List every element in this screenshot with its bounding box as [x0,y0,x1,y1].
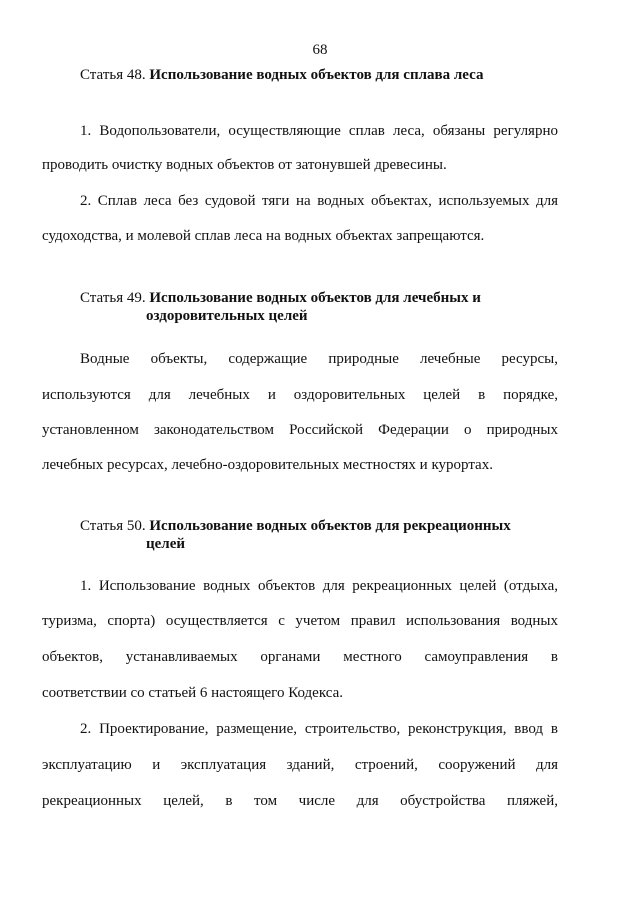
art50-para1-line1: 1. Использование водных объектов для рекреационных целей (отдыха, [80,578,558,594]
art50-para1-line3: объектов, устанавливаемых органами местного самоуправления в [42,649,558,665]
art50-para1-line4: соответствии со статьей 6 настоящего Кодекса. [42,685,343,701]
article-48-number: Статья 48. [80,67,146,83]
article-50-number: Статья 50. [80,518,146,534]
article-49-title-line1: Использование водных объектов для лечебных и [149,290,481,306]
art49-para1-line4: лечебных ресурсах, лечебно-оздоровительных местностях и курортах. [42,457,493,473]
article-49-number: Статья 49. [80,290,146,306]
art49-para1-line1: Водные объекты, содержащие природные лечебные ресурсы, [80,351,558,367]
art49-para1-line3: установленном законодательством Российской Федерации о природных [42,422,558,438]
article-48-heading [80,66,483,84]
article-49-title-line2: оздоровительных целей [146,308,308,324]
art50-para2-line2: эксплуатацию и эксплуатация зданий, строений, сооружений для [42,757,558,773]
art50-para2-line3: рекреационных целей, в том числе для обустройства пляжей, [42,793,558,809]
article-50-title-line2: целей [146,536,186,552]
art50-para1-line2: туризма, спорта) осуществляется с учетом правил использования водных [42,613,558,629]
article-50-title-line1: Использование водных объектов для рекреационных [149,518,511,534]
page-number: 68 [312,42,328,58]
article-48-title: Использование водных объектов для сплава леса [149,67,484,83]
article-49-heading [80,289,481,325]
art50-para2-line1: 2. Проектирование, размещение, строительство, реконструкция, ввод в [80,721,558,737]
article-50-heading [80,517,511,553]
art48-para2-line2: судоходства, и молевой сплав леса на водных объектах запрещаются. [42,228,485,244]
art48-para1-line1: 1. Водопользователи, осуществляющие сплав леса, обязаны регулярно [80,123,558,139]
art49-para1-line2: используются для лечебных и оздоровительных целей в порядке, [42,387,558,403]
art48-para1-line2: проводить очистку водных объектов от затонувшей древесины. [42,157,447,173]
art48-para2-line1: 2. Сплав леса без судовой тяги на водных объектах, используемых для [80,193,558,209]
